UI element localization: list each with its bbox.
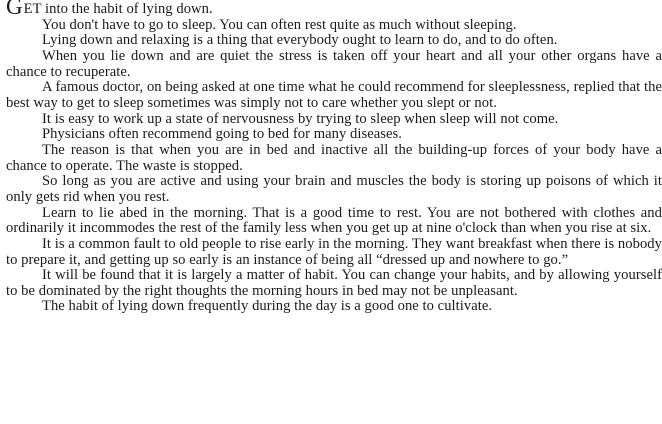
paragraph-3: When you lie down and are quiet the stress is taken off your heart and all your other organs have a chance to recuperate. bbox=[6, 47, 662, 80]
paragraph-8: So long as you are active and using your brain and muscles the body is storing up poisons of which it only gets rid when you rest. bbox=[6, 173, 662, 205]
paragraph-5: It is easy to work up a state of nervousness by trying to sleep when sleep will not come. bbox=[42, 110, 559, 127]
lead-sentence: ET into the habit of lying down. bbox=[23, 1, 213, 17]
paragraph-11: It will be found that it is largely a matter of habit. You can change your habits, and by allowing yourself to be dominated by the right thoughts the morning hours in bed may not be unpleasant. bbox=[6, 267, 662, 299]
paragraph-7: The reason is that when you are in bed and inactive all the building-up forces of your body have a chance to operate. The waste is stopped. bbox=[6, 141, 662, 174]
paragraph-10: It is a common fault to old people to rise early in the morning. They want breakfast when there is nobody to prepare it, and getting up so early is an instance of being all “dressed up and nowhere to go.” bbox=[6, 235, 662, 268]
lead-paragraph bbox=[6, 0, 662, 18]
paragraph-1: You don't have to go to sleep. You can often rest quite as much without sleeping. bbox=[42, 16, 517, 33]
paragraph-4: A famous doctor, on being asked at one time what he could recommend for sleeplessness, replied that the best way to get to sleep sometimes was simply not to care whether you slept or not. bbox=[6, 79, 662, 111]
paragraph-12: The habit of lying down frequently during the day is a good one to cultivate. bbox=[42, 298, 493, 315]
paragraph-6: Physicians often recommend going to bed for many diseases. bbox=[42, 126, 402, 143]
paragraph-9: Learn to lie abed in the morning. That is a good time to rest. You are not bothered with clothes and ordinarily it incommodes the rest of the family less when you get up at nine o'clock than when you rise at six. bbox=[6, 204, 662, 237]
drop-cap: G bbox=[6, 0, 23, 19]
paragraph-2: Lying down and relaxing is a thing that everybody ought to learn to do, and to do often. bbox=[42, 32, 558, 49]
